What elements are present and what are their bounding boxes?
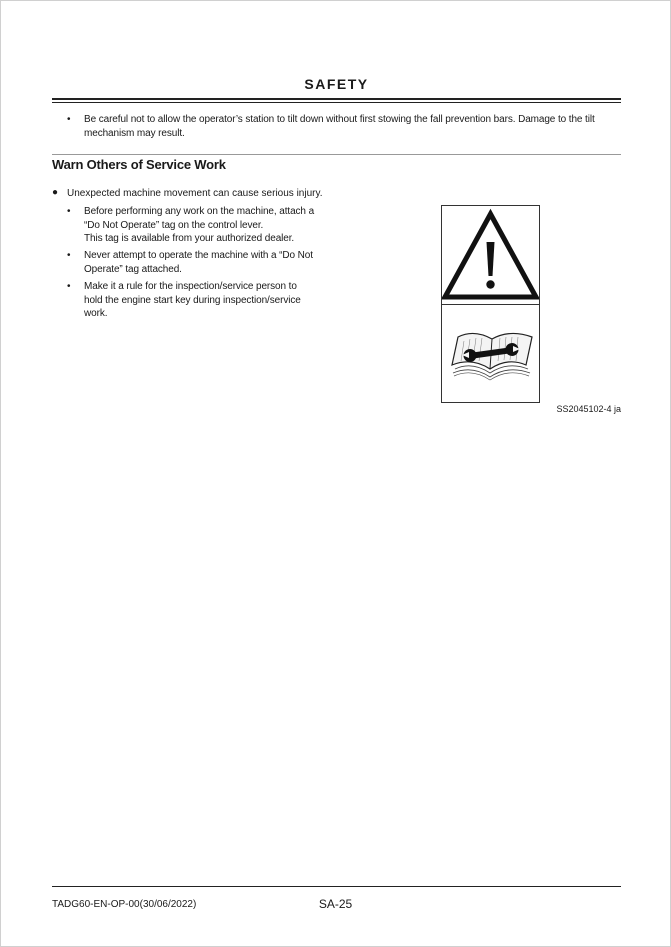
sub-bullet-line: Operate” tag attached. bbox=[84, 263, 182, 275]
sub-bullet-line: “Do Not Operate” tag on the control lever. bbox=[84, 219, 264, 231]
footer-rule bbox=[52, 886, 621, 887]
header-rule-thin bbox=[52, 102, 621, 103]
section-divider bbox=[52, 154, 621, 155]
intro-bullet-text: Be careful not to allow the operator’s station to tilt down without first stowing the fall prevention bars. Damage to the tilt mechanism may result. bbox=[84, 114, 595, 139]
manual-wrench-icon bbox=[442, 305, 539, 403]
bullet-marker: • bbox=[67, 206, 71, 217]
bullet-marker: • bbox=[67, 114, 71, 125]
section-heading: Warn Others of Service Work bbox=[52, 157, 226, 172]
warning-triangle-icon bbox=[442, 206, 539, 304]
bullet-marker: • bbox=[67, 281, 71, 292]
main-bullet-text: Unexpected machine movement can cause serious injury. bbox=[67, 188, 323, 199]
header-rule-thick bbox=[52, 98, 621, 100]
figure-code: SS2045102-4 ja bbox=[556, 404, 621, 414]
page-number: SA-25 bbox=[318, 897, 353, 911]
sub-bullet-line: hold the engine start key during inspection/service bbox=[84, 294, 301, 306]
bullet-marker: • bbox=[67, 250, 71, 261]
sub-bullet bbox=[67, 280, 301, 321]
footer-doc-id: TADG60-EN-OP-00(30/06/2022) bbox=[52, 899, 197, 910]
sub-bullet-line: Make it a rule for the inspection/service person to bbox=[84, 281, 297, 292]
sub-bullet-line: Never attempt to operate the machine with a “Do Not bbox=[84, 250, 313, 261]
safety-figure bbox=[441, 205, 540, 403]
sub-bullet-line: work. bbox=[84, 308, 108, 319]
main-bullet-marker: ● bbox=[52, 187, 59, 198]
intro-bullet bbox=[67, 113, 621, 140]
sub-bullet bbox=[67, 249, 313, 276]
main-bullet bbox=[52, 187, 323, 200]
sub-bullet-line: Before performing any work on the machine, attach a bbox=[84, 206, 315, 217]
page-title: SAFETY bbox=[304, 76, 369, 92]
sub-bullet-line: This tag is available from your authorized dealer. bbox=[84, 233, 295, 244]
sub-bullet bbox=[67, 205, 315, 246]
